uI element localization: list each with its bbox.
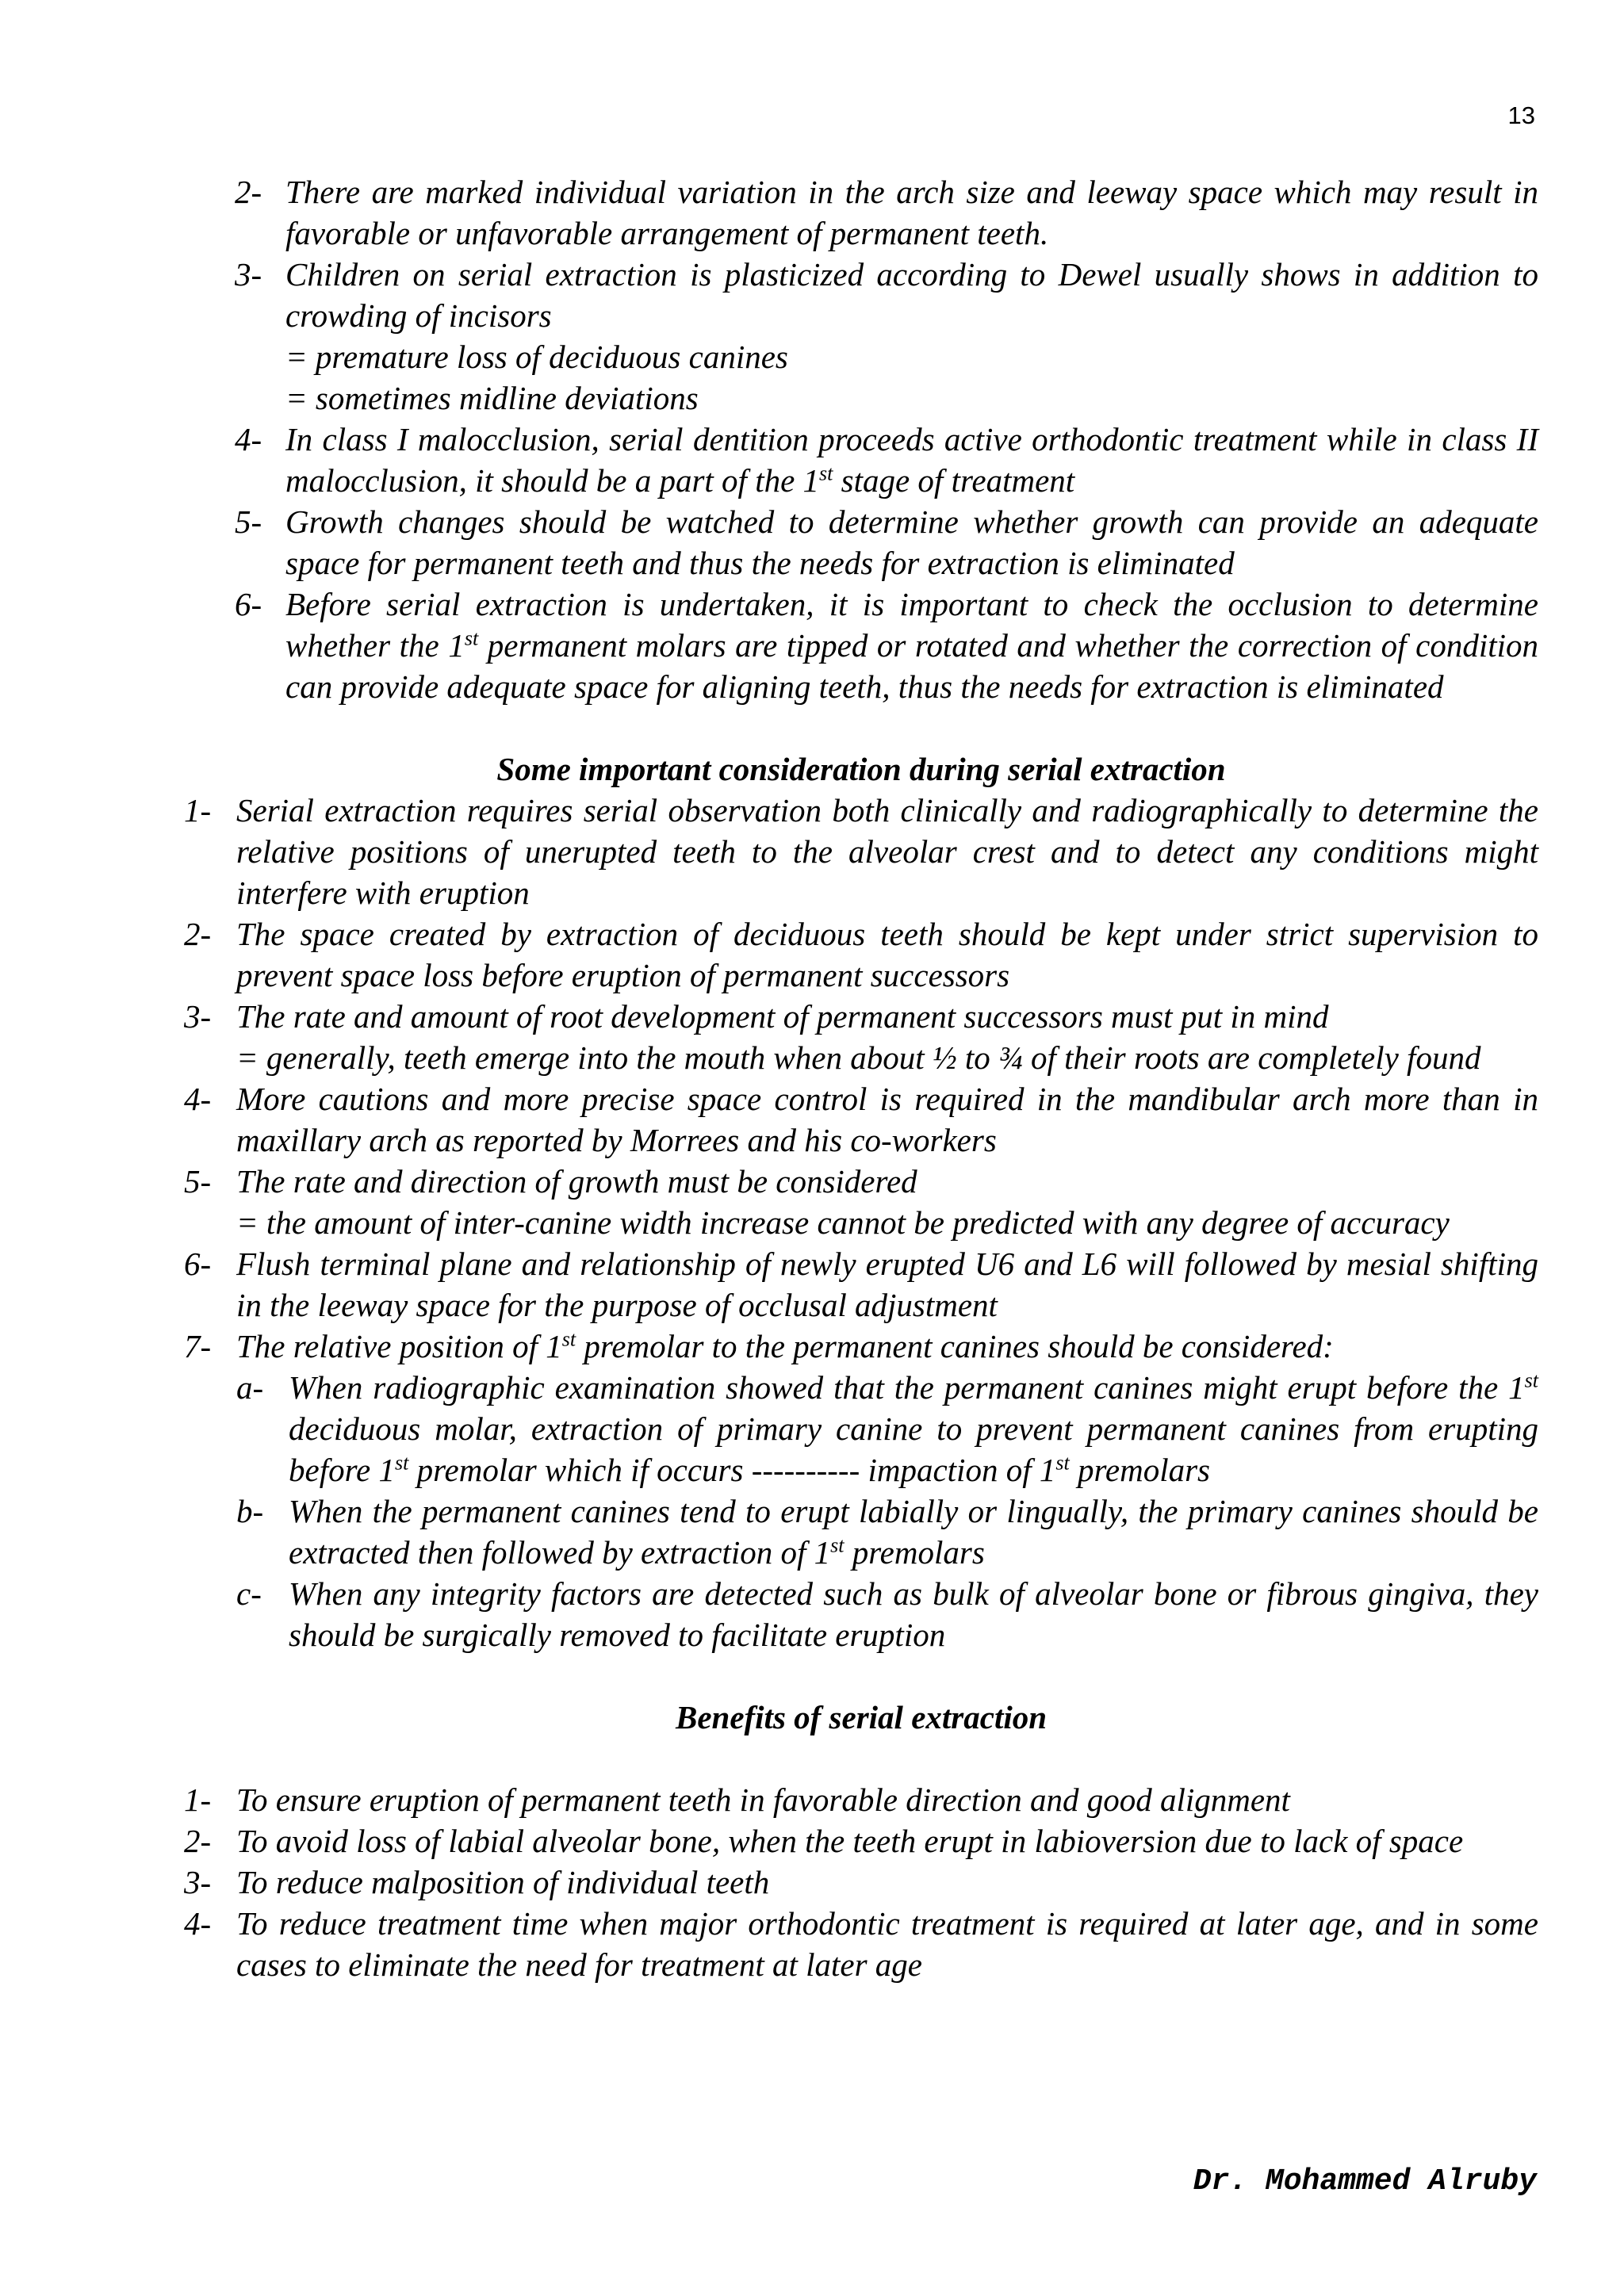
list-item-text: Growth changes should be watched to determine whether growth can provide an adequate space for permanent teeth and thus the needs for extraction is eliminated bbox=[285, 503, 1538, 581]
list-item bbox=[236, 1367, 1538, 1490]
list-item-text: The relative position of 1st premolar to the permanent canines should be considered: bbox=[236, 1327, 1334, 1364]
list-marker: c- bbox=[236, 1575, 262, 1612]
list-item bbox=[236, 1573, 1538, 1655]
list-marker: 1- bbox=[184, 1781, 212, 1818]
author-signature: Dr. Mohammed Alruby bbox=[1193, 2164, 1537, 2198]
list-marker: 6- bbox=[184, 1246, 212, 1282]
list-item bbox=[184, 1161, 1538, 1243]
list-item-text: Flush terminal plane and relationship of newly erupted U6 and L6 will followed by mesial shifting in the leeway space for the purpose of occlusal adjustment bbox=[236, 1246, 1538, 1323]
section-heading-benefits: Benefits of serial extraction bbox=[675, 1699, 1048, 1735]
list-item bbox=[184, 790, 1538, 913]
list-item bbox=[184, 1862, 1538, 1903]
list-item-text: To reduce treatment time when major orthodontic treatment is required at later age, and in some cases to eliminate the need for treatment at later age bbox=[236, 1905, 1538, 1983]
list-marker: 7- bbox=[184, 1328, 212, 1364]
list-item bbox=[184, 584, 1538, 707]
list-item bbox=[184, 1820, 1538, 1862]
list-item-text: There are marked individual variation in the arch size and leeway space which may result in favorable or unfavorable arrangement of permanent teeth. bbox=[285, 174, 1538, 251]
list-item-text: In class I malocclusion, serial dentition proceeds active orthodontic treatment while in class II malocclusion, it should be a part of the 1st stage of treatment bbox=[285, 421, 1538, 499]
list-item bbox=[184, 1903, 1538, 1985]
list-item bbox=[184, 254, 1538, 419]
list-item-text: To reduce malposition of individual teeth bbox=[236, 1864, 770, 1900]
list-item-text: When radiographic examination showed that the permanent canines might erupt before the 1st deciduous molar, extraction of primary canine to prevent permanent canines from erupting before 1st premolar which if occurs ---------- impaction of 1st premolars bbox=[289, 1368, 1538, 1488]
list-item bbox=[184, 419, 1538, 501]
list-item bbox=[236, 1490, 1538, 1573]
list-marker: 5- bbox=[184, 1163, 212, 1200]
list-item-text: To ensure eruption of permanent teeth in favorable direction and good alignment bbox=[236, 1781, 1290, 1818]
section-heading-considerations: Some important consideration during serial extraction bbox=[496, 751, 1226, 787]
list-item-text: When the permanent canines tend to erupt labially or lingually, the primary canines should be extracted then followed by extraction of 1st premolars bbox=[289, 1493, 1538, 1571]
continued-list bbox=[184, 171, 1538, 707]
considerations-sublist bbox=[184, 1367, 1538, 1655]
list-marker: 2- bbox=[235, 174, 262, 210]
list-item-text: The rate and amount of root development of permanent successors must put in mind = generally, teeth emerge into the mouth when about ½ to ¾ of their roots are completely found bbox=[236, 998, 1481, 1076]
list-marker: 4- bbox=[235, 421, 262, 457]
list-marker: 4- bbox=[184, 1081, 212, 1117]
list-marker: b- bbox=[236, 1493, 264, 1529]
benefits-list bbox=[184, 1779, 1538, 1985]
list-item bbox=[184, 996, 1538, 1078]
list-item-text: To avoid loss of labial alveolar bone, when the teeth erupt in labioversion due to lack of space bbox=[236, 1823, 1464, 1859]
list-marker: 6- bbox=[235, 586, 262, 622]
list-item bbox=[184, 1779, 1538, 1820]
list-item bbox=[184, 1326, 1538, 1367]
list-marker: a- bbox=[236, 1369, 264, 1406]
list-item bbox=[184, 501, 1538, 584]
list-item-text: Before serial extraction is undertaken, it is important to check the occlusion to determine whether the 1st permanent molars are tipped or rotated and whether the correction of condition can provide adequate space for aligning teeth, thus the needs for extraction is eliminated bbox=[285, 586, 1538, 705]
list-marker: 3- bbox=[235, 256, 262, 293]
list-marker: 4- bbox=[184, 1905, 212, 1942]
list-item bbox=[184, 1243, 1538, 1326]
list-item-text: More cautions and more precise space control is required in the mandibular arch more than in maxillary arch as reported by Morrees and his co-workers bbox=[236, 1081, 1538, 1158]
page-number: 13 bbox=[1507, 101, 1535, 129]
considerations-list bbox=[184, 790, 1538, 1367]
list-item-text: The space created by extraction of deciduous teeth should be kept under strict supervision to prevent space loss before eruption of permanent successors bbox=[236, 916, 1538, 993]
list-marker: 1- bbox=[184, 792, 212, 828]
list-item bbox=[184, 1078, 1538, 1161]
page-content bbox=[184, 171, 1538, 1985]
list-marker: 2- bbox=[184, 1823, 212, 1859]
list-item-text: Serial extraction requires serial observation both clinically and radiographically to determine the relative positions of unerupted teeth to the alveolar crest and to detect any conditions might interfere with eruption bbox=[236, 792, 1538, 911]
list-marker: 3- bbox=[184, 1864, 212, 1900]
list-item-text: The rate and direction of growth must be considered = the amount of inter-canine width increase cannot be predicted with any degree of accuracy bbox=[236, 1163, 1450, 1241]
list-item-text: Children on serial extraction is plasticized according to Dewel usually shows in addition to crowding of incisors = premature loss of deciduous canines = sometimes midline deviations bbox=[285, 256, 1538, 416]
list-marker: 3- bbox=[184, 998, 212, 1035]
list-marker: 2- bbox=[184, 916, 212, 952]
list-item-text: When any integrity factors are detected such as bulk of alveolar bone or fibrous gingiva, they should be surgically removed to facilitate eruption bbox=[289, 1575, 1538, 1653]
list-marker: 5- bbox=[235, 503, 262, 540]
list-item bbox=[184, 171, 1538, 254]
list-item bbox=[184, 913, 1538, 996]
